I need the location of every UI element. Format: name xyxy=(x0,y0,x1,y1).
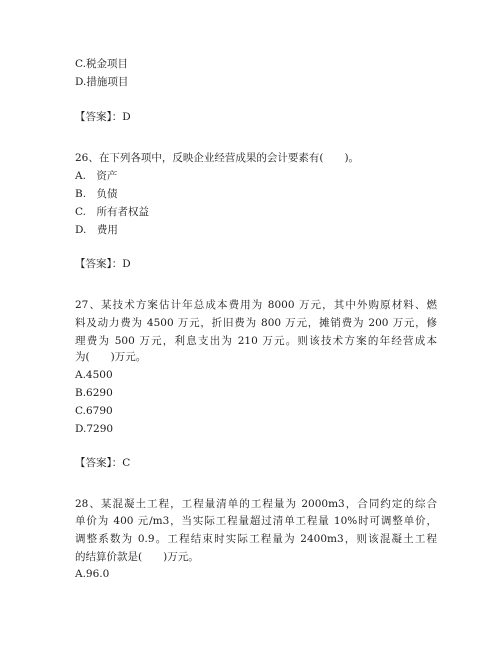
question-26-stem: 26、在下列各项中，反映企业经营成果的会计要素有( )。 xyxy=(75,152,360,164)
question-28-option-a: A.96.0 xyxy=(75,568,110,580)
question-27-stem-line-3: 理费为 500 万元，利息支出为 210 万元。则该技术方案的年经营成本 xyxy=(75,335,437,347)
question-27-option-d: D.7290 xyxy=(75,423,114,435)
question-26-answer: 【答案】：D xyxy=(75,258,131,270)
answer-line: 【答案】：D xyxy=(75,111,131,123)
question-27-option-a: A.4500 xyxy=(75,369,113,381)
question-27-stem-line-1: 27、某技术方案估计年总成本费用为 8000 万元，其中外购原材料、燃 xyxy=(75,299,437,311)
question-26-option-c: C. 所有者权益 xyxy=(75,206,149,218)
question-28-stem-line-1: 28、某混凝土工程，工程量清单的工程量为 2000m3，合同约定的综合 xyxy=(75,498,437,510)
question-28-stem-line-2: 单价为 400 元/m3，当实际工程量超过清单工程量 10%时可调整单价， xyxy=(75,515,437,527)
question-28-stem-line-3: 调整系数为 0.9。工程结束时实际工程量为 2400m3，则该混凝土工程 xyxy=(75,533,437,545)
option-d: D.措施项目 xyxy=(75,76,129,88)
question-26-option-a: A. 资产 xyxy=(75,170,118,182)
question-28-stem-line-4: 的结算价款是( )万元。 xyxy=(75,551,199,563)
question-27-answer: 【答案】：C xyxy=(75,457,131,469)
question-27-stem-line-2: 料及动力费为 4500 万元，折旧费为 800 万元，摊销费为 200 万元，修 xyxy=(75,317,437,329)
option-c: C.税金项目 xyxy=(75,58,128,70)
question-26-option-b: B. 负债 xyxy=(75,188,118,200)
question-27-option-c: C.6790 xyxy=(75,405,113,417)
question-27-stem-line-4: 为( )万元。 xyxy=(75,351,147,363)
question-27-option-b: B.6290 xyxy=(75,387,113,399)
question-26-option-d: D. 费用 xyxy=(75,224,118,236)
